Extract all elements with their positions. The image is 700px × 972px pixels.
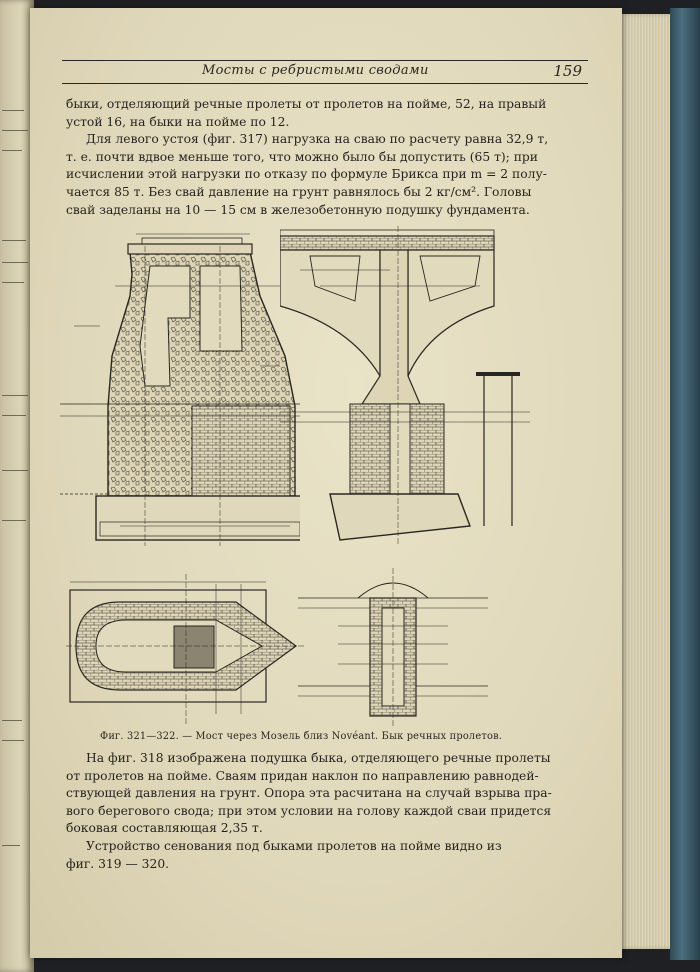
- left-page-edge: [0, 0, 34, 972]
- header-rule-bottom: [62, 83, 588, 84]
- book-page: [30, 8, 622, 958]
- page-number: 159: [553, 62, 582, 80]
- pier-plan-drawing: [66, 574, 306, 724]
- header-title: Мосты с ребристыми сводами: [202, 63, 429, 78]
- text-block-bottom: [66, 750, 586, 873]
- para1-line: быки, отделяющий речные пролеты от пролетов на пойме, 52, на правый: [66, 97, 547, 111]
- para2-line: исчислении этой нагрузки по отказу по формуле Брикса при m = 2 полу-: [66, 167, 547, 182]
- pier-elevation-drawing: [60, 226, 300, 556]
- text-block-top: [66, 96, 586, 219]
- para3-line: На фиг. 318 изображена подушка быка, отделяющего речные пролеты: [86, 751, 551, 765]
- pier-section-plan-drawing: [298, 568, 488, 728]
- para1-line: устой 16, на быки на пойме по 12.: [66, 114, 290, 129]
- para3-line: вого берегового свода; при этом условии на голову каждой сваи придется: [66, 803, 552, 818]
- para3-line: от пролетов на пойме. Сваям придан наклон по направлению равнодей-: [66, 768, 539, 783]
- figure-elevation-right: [280, 226, 530, 556]
- figure-caption: Фиг. 321—322. — Мост через Мозель близ Novéant. Бык речных пролетов.: [100, 731, 503, 742]
- para2-line: свай заделаны на 10 — 15 см в железобетонную подушку фундамента.: [66, 202, 530, 217]
- para3-line: ствующей давления на грунт. Опора эта расчитана на случай взрыва пра-: [66, 786, 552, 801]
- book-cover: [670, 8, 700, 960]
- para4-line: Устройство сенования под быками пролетов на пойме видно из: [86, 838, 502, 853]
- page-edges: [620, 14, 674, 949]
- running-header: [62, 60, 588, 84]
- para2-line: т. е. почти вдвое меньше того, что можно было бы допустить (65 т); при: [66, 149, 538, 164]
- figure-elevation-left: [60, 226, 300, 556]
- para3-line: боковая составляющая 2,35 т.: [66, 821, 263, 836]
- para2-line: чается 85 т. Без свай давление на грунт равнялось бы 2 кг/см². Головы: [66, 184, 532, 199]
- pier-section-drawing: [280, 226, 530, 556]
- header-rule-top: [62, 60, 588, 61]
- para2-line: Для левого устоя (фиг. 317) нагрузка на сваю по расчету равна 32,9 т,: [86, 132, 549, 147]
- figure-plan-left: [66, 574, 306, 724]
- para4-line: фиг. 319 — 320.: [66, 856, 170, 871]
- figure-plan-right: [298, 568, 488, 728]
